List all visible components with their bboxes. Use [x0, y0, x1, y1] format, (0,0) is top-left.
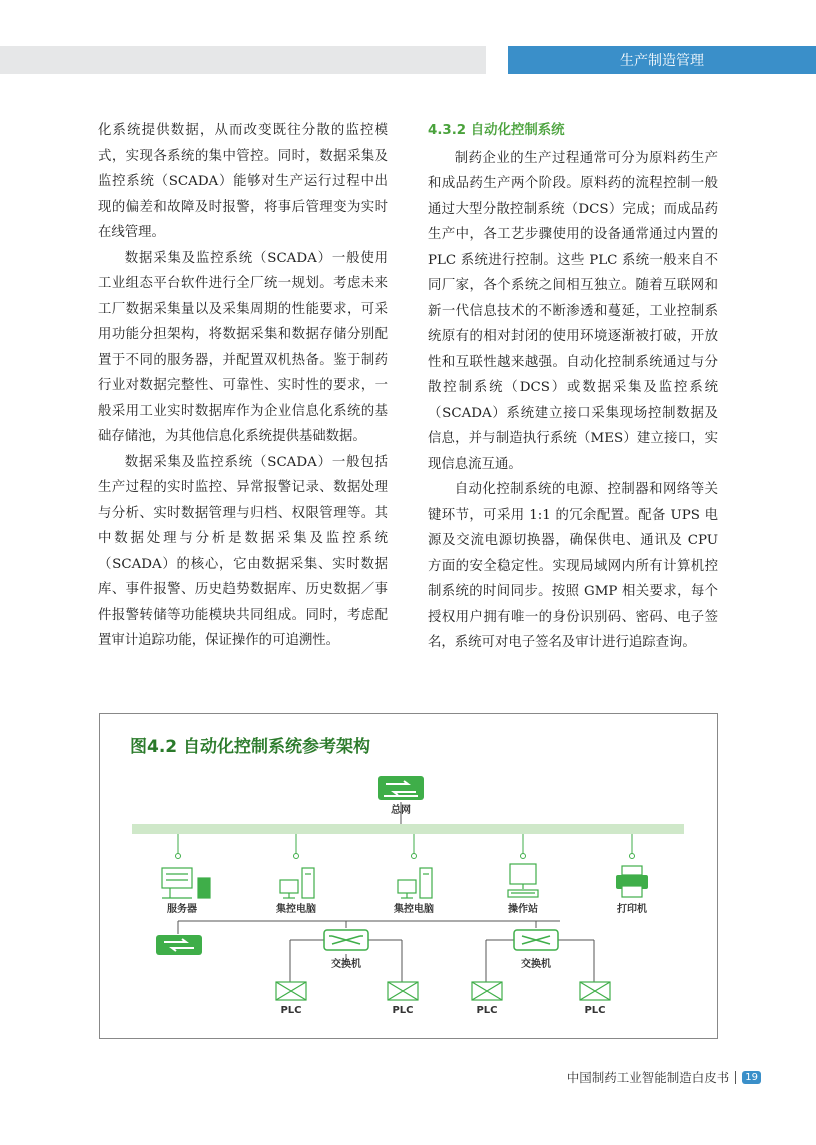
plc-icon	[472, 982, 502, 1000]
paragraph: 数据采集及监控系统（SCADA）一般使用工业组态平台软件进行全厂统一规划。考虑未来工厂数据采集量以及采集周期的性能要求，可采用功能分担架构，将数据采集和数据存储分别配置于不同的服务器，并配置双机热备。鉴于制药行业对数据完整性、可靠性、实时性的要求，一般采用工业实时数据库作为企业信息化系统的基础存储池，为其他信息化系统提供基础数据。	[98, 250, 388, 444]
plc4-label: PLC	[584, 1005, 606, 1016]
main-switch-icon	[378, 776, 424, 800]
architecture-diagram	[100, 714, 719, 1040]
figure-title: 图4.2 自动化控制系统参考架构	[130, 737, 371, 757]
plc2-label: PLC	[392, 1005, 414, 1016]
footer-divider	[735, 1071, 736, 1084]
section-tab: 生产制造管理	[508, 46, 816, 74]
switch-icon	[324, 930, 368, 950]
printer-label: 打印机	[617, 904, 647, 915]
paragraph: 数据采集及监控系统（SCADA）一般包括生产过程的实时监控、异常报警记录、数据处理与分析、实时数据管理与归档、权限管理等。其中数据处理与分析是数据采集及监控系统（SCADA）的核心，它由数据采集、实时数据库、事件报警、历史趋势数据库、历史数据／事件报警转储等功能模块共同组成。同时，考虑配置审计追踪功能，保证操作的可追溯性。	[98, 454, 388, 648]
network-bus	[132, 824, 684, 834]
plc-icon	[580, 982, 610, 1000]
section-heading: 4.3.2 自动化控制系统	[428, 123, 565, 138]
book-title: 中国制药工业智能制造白皮书	[566, 1070, 730, 1085]
switch1-label: 交换机	[331, 959, 361, 970]
server-icon	[162, 868, 210, 898]
paragraph: 自动化控制系统的电源、控制器和网络等关键环节，可采用 1:1 的冗余配置。配备 UPS 电源及交流电源切换器，确保供电、通讯及 CPU 方面的安全稳定性。实现局域网内所有计算机控制系统的时间同步。按照 GMP 相关要求，每个授权用户拥有唯一的身份识别码、密码、电子签名，系统可对电子签名及审计进行追踪查询。	[428, 482, 718, 650]
pc2-label: 集控电脑	[394, 904, 434, 915]
footer	[567, 1068, 761, 1086]
page-number: 19	[742, 1071, 761, 1084]
workstation-icon	[508, 864, 538, 897]
plc1-label: PLC	[280, 1005, 302, 1016]
figure-box	[99, 713, 718, 1039]
station-label: 操作站	[508, 904, 538, 915]
router-icon	[156, 935, 202, 955]
header-bar	[0, 46, 486, 74]
plc-icon	[276, 982, 306, 1000]
pc-icon	[398, 868, 432, 898]
printer-icon	[616, 866, 648, 897]
pc1-label: 集控电脑	[276, 904, 316, 915]
left-column	[98, 118, 388, 654]
switch2-label: 交换机	[521, 959, 551, 970]
server-label: 服务器	[167, 904, 197, 915]
switch-icon	[514, 930, 558, 950]
paragraph: 化系统提供数据，从而改变既往分散的监控模式，实现各系统的集中管控。同时，数据采集及监控系统（SCADA）能够对生产运行过程中出现的偏差和故障及时报警，将事后管理变为实时在线管理。	[98, 123, 388, 240]
paragraph: 制药企业的生产过程通常可分为原料药生产和成品药生产两个阶段。原料药的流程控制一般通过大型分散控制系统（DCS）完成；而成品药生产中，各工艺步骤使用的设备通常通过内置的 PLC 系统进行控制。这些 PLC 系统一般来自不同厂家，各个系统之间相互独立。随着互联网和新一代信息技术的不断渗透和蔓延，工业控制系统原有的相对封闭的使用环境逐渐被打破，开放性和互联性越来越强。自动化控制系统通过与分散控制系统（DCS）或数据采集及监控系统（SCADA）系统建立接口采集现场控制数据及信息，并与制造执行系统（MES）建立接口，实现信息流互通。	[428, 150, 718, 472]
plc-icon	[388, 982, 418, 1000]
pc-icon	[280, 868, 314, 898]
plc3-label: PLC	[476, 1005, 498, 1016]
main-network-label: 总网	[391, 805, 411, 816]
right-column	[428, 118, 718, 656]
